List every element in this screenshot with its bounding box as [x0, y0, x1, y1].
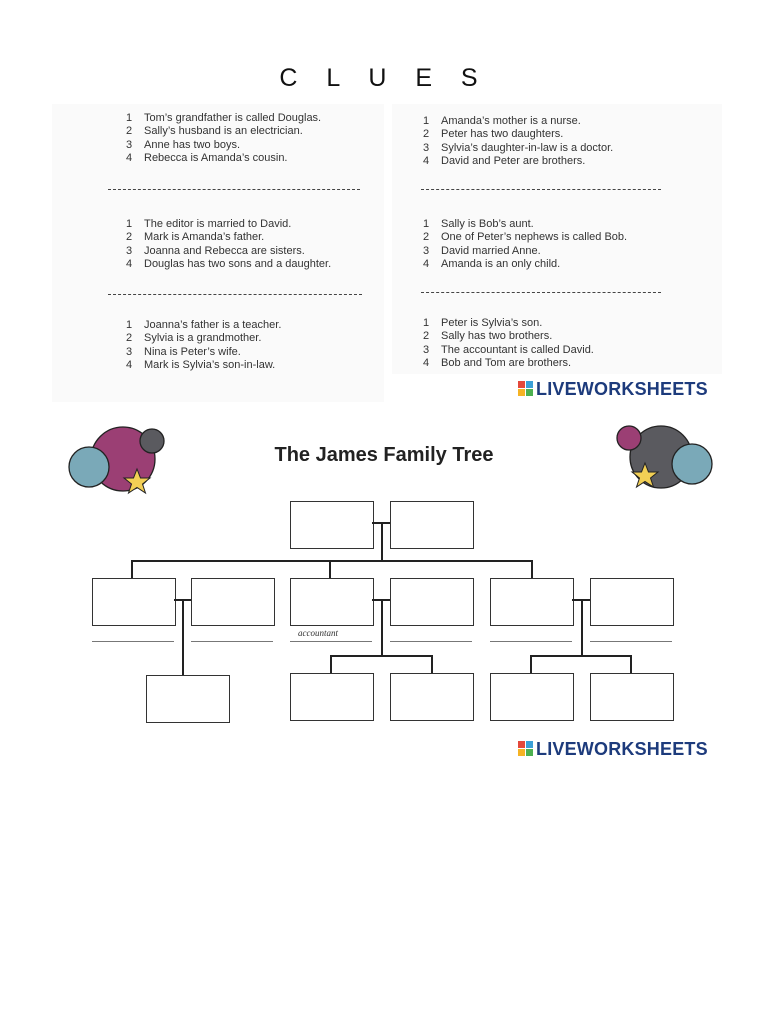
connector-line: [330, 655, 332, 673]
clue-item: [423, 218, 627, 231]
occupation-line[interactable]: [590, 641, 672, 642]
name-box-grandparent-1[interactable]: [290, 501, 374, 549]
clue-number: 3: [126, 345, 133, 358]
clue-item: [423, 245, 627, 258]
connector-line: [530, 655, 532, 673]
clue-text: Peter is Sylvia’s son.: [441, 317, 543, 329]
clue-text: Sally has two brothers.: [441, 330, 553, 343]
clue-list: [126, 319, 281, 373]
occupation-line[interactable]: [191, 641, 273, 642]
clue-item: [423, 128, 613, 141]
name-box-grandchild-2[interactable]: [290, 673, 374, 721]
clue-text: Amanda’s mother is a nurse.: [441, 115, 581, 127]
occupation-line[interactable]: [490, 641, 572, 642]
clue-text: Sally’s husband is an electrician.: [144, 125, 303, 138]
clue-text: Sylvia’s daughter-in-law is a doctor.: [441, 141, 614, 154]
connector-line: [531, 560, 533, 578]
clue-number: 1: [423, 317, 430, 329]
clue-number: 2: [423, 330, 430, 343]
clue-list: [126, 218, 331, 272]
divider: [421, 292, 661, 293]
clue-item: [126, 125, 321, 138]
connector-line: [329, 560, 331, 578]
name-box-child-1[interactable]: [92, 578, 176, 626]
connector-line: [131, 560, 533, 562]
name-box-grandchild-1[interactable]: [146, 675, 230, 723]
clue-text: Joanna’s father is a teacher.: [144, 319, 282, 331]
connector-line: [630, 655, 632, 673]
occupation-label: accountant: [298, 628, 338, 638]
clue-item: [126, 332, 281, 345]
clue-item: [126, 359, 281, 372]
clue-number: 4: [126, 258, 133, 271]
clue-number: 2: [126, 125, 133, 138]
clue-item: [423, 344, 594, 357]
clue-number: 3: [423, 141, 430, 154]
connector-line: [431, 655, 433, 673]
clue-text: Sally is Bob’s aunt.: [441, 218, 534, 230]
clue-item: [126, 139, 321, 152]
watermark-text: LIVEWORKSHEETS: [536, 379, 708, 399]
clue-item: [423, 258, 627, 271]
divider: [108, 294, 362, 295]
clue-number: 4: [423, 155, 430, 168]
clue-item: [423, 357, 594, 370]
connector-line: [581, 600, 583, 656]
connector-line: [330, 655, 433, 657]
clue-number: 4: [423, 258, 430, 271]
clue-text: Douglas has two sons and a daughter.: [144, 258, 332, 271]
clues-title: C L U E S: [279, 64, 489, 92]
name-box-grandchild-3[interactable]: [390, 673, 474, 721]
clue-text: Sylvia is a grandmother.: [144, 332, 262, 345]
clue-item: [126, 258, 331, 271]
clue-item: [126, 112, 321, 125]
connector-line: [530, 655, 632, 657]
watermark-text: LIVEWORKSHEETS: [536, 739, 708, 759]
clue-item: [423, 231, 627, 244]
clue-item: [423, 142, 613, 155]
clue-number: 1: [126, 112, 133, 124]
divider: [108, 189, 360, 190]
clue-number: 1: [126, 319, 133, 331]
clue-number: 1: [126, 218, 133, 230]
liveworksheets-logo-icon: [518, 381, 534, 402]
clue-item: [126, 152, 321, 165]
clue-number: 4: [126, 359, 133, 372]
occupation-line[interactable]: [92, 641, 174, 642]
clue-text: David and Peter are brothers.: [441, 155, 586, 168]
clue-list: [423, 218, 627, 272]
clue-number: 2: [423, 231, 430, 244]
clue-text: Mark is Sylvia’s son-in-law.: [144, 359, 276, 372]
clue-text: David married Anne.: [441, 244, 541, 257]
clue-item: [126, 245, 331, 258]
clue-item: [126, 231, 331, 244]
clue-number: 3: [423, 244, 430, 257]
clue-number: 2: [423, 128, 430, 141]
clue-number: 2: [126, 332, 133, 345]
connector-line: [381, 600, 383, 656]
clue-number: 1: [423, 218, 430, 230]
clue-item: [126, 346, 281, 359]
clue-text: Bob and Tom are brothers.: [441, 357, 572, 370]
clue-text: Tom’s grandfather is called Douglas.: [144, 112, 322, 124]
clue-text: Rebecca is Amanda’s cousin.: [144, 152, 288, 165]
clue-item: [423, 330, 594, 343]
name-box-spouse-3[interactable]: [590, 578, 674, 626]
name-box-child-2[interactable]: [290, 578, 374, 626]
clue-item: [423, 115, 613, 128]
occupation-line[interactable]: [290, 641, 372, 642]
clue-text: Amanda is an only child.: [441, 258, 561, 271]
clue-text: The editor is married to David.: [144, 218, 292, 230]
name-box-spouse-1[interactable]: [191, 578, 275, 626]
clue-text: Anne has two boys.: [144, 138, 241, 151]
clue-text: Mark is Amanda’s father.: [144, 231, 265, 244]
clue-list: [126, 112, 321, 166]
divider: [421, 189, 661, 190]
clue-number: 2: [126, 231, 133, 244]
name-box-grandchild-4[interactable]: [490, 673, 574, 721]
name-box-grandchild-5[interactable]: [590, 673, 674, 721]
family-tree-title: The James Family Tree: [274, 444, 494, 466]
clue-number: 3: [423, 343, 430, 356]
connector-line: [381, 523, 383, 561]
liveworksheets-watermark: [518, 739, 708, 762]
clue-text: The accountant is called David.: [441, 343, 594, 356]
clue-number: 4: [126, 152, 133, 165]
clue-text: Nina is Peter’s wife.: [144, 345, 241, 358]
liveworksheets-watermark: [518, 379, 708, 402]
clue-item: [126, 218, 331, 231]
clue-item: [423, 317, 594, 330]
clue-number: 3: [126, 244, 133, 257]
name-box-child-3[interactable]: [490, 578, 574, 626]
liveworksheets-logo-icon: [518, 741, 534, 762]
clue-text: One of Peter’s nephews is called Bob.: [441, 231, 628, 244]
clue-item: [423, 155, 613, 168]
clue-number: 4: [423, 357, 430, 370]
clue-number: 3: [126, 138, 133, 151]
occupation-line[interactable]: [390, 641, 472, 642]
clue-item: [126, 319, 281, 332]
clue-list: [423, 317, 594, 371]
connector-line: [131, 560, 133, 578]
connector-line: [182, 600, 184, 676]
name-box-grandparent-2[interactable]: [390, 501, 474, 549]
clue-text: Peter has two daughters.: [441, 128, 564, 141]
name-box-spouse-2[interactable]: [390, 578, 474, 626]
clue-number: 1: [423, 115, 430, 127]
clue-list: [423, 115, 613, 169]
clue-text: Joanna and Rebecca are sisters.: [144, 244, 305, 257]
